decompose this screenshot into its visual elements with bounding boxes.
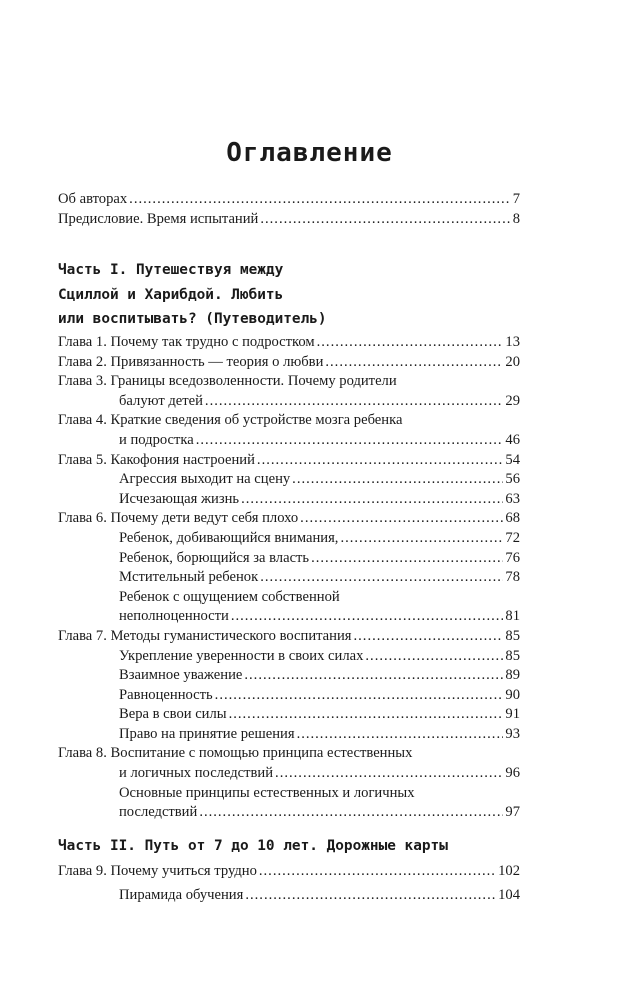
dot-leader <box>365 647 503 667</box>
entry-page: 85 <box>505 627 520 644</box>
entry-title: Глава 3. Границы вседозволенности. Почему родители <box>58 373 397 390</box>
entry-page: 81 <box>505 608 520 625</box>
dot-leader <box>129 190 511 210</box>
dot-leader <box>257 451 503 471</box>
toc-subentry-continuation <box>58 607 520 627</box>
entry-title: Равноценность <box>119 686 213 703</box>
dot-leader <box>297 725 504 745</box>
entry-title: Глава 8. Воспитание с помощью принципа естественных <box>58 745 413 762</box>
toc-subentry <box>58 470 520 490</box>
entry-title: Укрепление уверенности в своих силах <box>119 647 364 664</box>
toc-subentry <box>58 886 520 906</box>
entry-page: 78 <box>505 569 520 586</box>
dot-leader <box>215 686 504 706</box>
dot-leader <box>354 627 504 647</box>
toc-subentry <box>58 490 520 510</box>
entry-title: Мстительный ребенок <box>119 569 259 586</box>
entry-title: балуют детей <box>119 392 203 409</box>
dot-leader <box>205 392 503 412</box>
entry-title: Глава 9. Почему учиться трудно <box>58 863 257 879</box>
entry-title: и логичных последствий <box>119 765 274 782</box>
dot-leader <box>292 470 503 490</box>
toc-entry <box>58 353 520 373</box>
entry-page: 96 <box>505 765 520 782</box>
entry-page: 8 <box>512 210 520 227</box>
dot-leader <box>260 568 503 588</box>
part-1-entries <box>58 333 520 823</box>
entry-title: Глава 2. Привязанность — теория о любви <box>58 353 324 370</box>
entry-title: Исчезающая жизнь <box>119 490 240 507</box>
dot-leader <box>275 764 503 784</box>
entry-title: Агрессия выходит на сцену <box>119 471 291 488</box>
entry-page: 97 <box>505 804 520 821</box>
part-2-subentries <box>58 886 520 906</box>
dot-leader <box>245 886 496 906</box>
entry-title: Ребенок с ощущением собственной <box>119 588 340 605</box>
entry-title: Предисловие. Время испытаний <box>58 210 259 227</box>
entry-page: 54 <box>505 451 520 468</box>
entry-page: 20 <box>505 353 520 370</box>
toc-entry <box>58 210 520 230</box>
part-2-heading <box>58 834 520 859</box>
page-title: Оглавление <box>226 138 393 168</box>
dot-leader <box>196 431 504 451</box>
toc-entry <box>58 333 520 353</box>
entry-title: Глава 5. Какофония настроений <box>58 451 255 468</box>
toc-subentry-continuation <box>58 803 520 823</box>
dot-leader <box>241 490 503 510</box>
entry-title: Глава 6. Почему дети ведут себя плохо <box>58 510 299 527</box>
entry-page: 13 <box>505 334 520 350</box>
toc-entry <box>58 627 520 647</box>
entry-page: 56 <box>505 471 520 488</box>
dot-leader <box>229 705 504 725</box>
dot-leader <box>244 666 503 686</box>
entry-title: неполноценности <box>119 608 229 625</box>
dot-leader <box>260 210 510 230</box>
toc-subentry <box>58 686 520 706</box>
toc-entry-continuation <box>58 431 520 451</box>
dot-leader <box>325 353 503 373</box>
toc-subentry <box>58 549 520 569</box>
toc-entry <box>58 190 520 210</box>
entry-title: Ребенок, борющийся за власть <box>119 549 310 566</box>
part-2-entries <box>58 862 520 882</box>
entry-title: Ребенок, добивающийся внимания, <box>119 529 339 546</box>
entry-page: 7 <box>512 191 520 207</box>
entry-page: 89 <box>505 667 520 684</box>
entry-title: Глава 4. Краткие сведения об устройстве мозга ребенка <box>58 412 403 429</box>
entry-page: 63 <box>505 490 520 507</box>
toc-subentry <box>58 568 520 588</box>
entry-page: 68 <box>505 510 520 527</box>
dot-leader <box>259 862 496 882</box>
toc-entry <box>58 862 520 882</box>
dot-leader <box>340 529 503 549</box>
dot-leader <box>199 803 503 823</box>
entry-page: 46 <box>505 431 520 448</box>
entry-title: последствий <box>119 804 198 821</box>
toc-entry-continuation <box>58 392 520 412</box>
toc-entry <box>58 509 520 529</box>
entry-page: 104 <box>498 887 520 903</box>
toc-subentry <box>58 725 520 745</box>
toc-entry <box>58 411 520 431</box>
toc-subentry <box>58 588 520 608</box>
toc-subentry <box>58 647 520 667</box>
part-heading-line: Сциллой и Харибдой. Любить <box>58 286 284 303</box>
entry-title: Вера в свои силы <box>119 706 227 723</box>
entry-page: 72 <box>505 529 520 546</box>
entry-page: 91 <box>505 706 520 723</box>
toc-entry <box>58 451 520 471</box>
entry-page: 29 <box>505 392 520 409</box>
dot-leader <box>231 607 504 627</box>
dot-leader <box>311 549 503 569</box>
toc-subentry <box>58 784 520 804</box>
toc-subentry <box>58 529 520 549</box>
toc-entry-continuation <box>58 764 520 784</box>
entry-title: Основные принципы естественных и логичных <box>119 784 415 801</box>
part-heading-line: Часть I. Путешествуя между <box>58 262 284 278</box>
front-matter <box>58 190 520 229</box>
entry-title: Об авторах <box>58 191 128 207</box>
entry-page: 85 <box>505 647 520 664</box>
entry-title: Пирамида обучения <box>119 887 244 903</box>
dot-leader <box>300 509 503 529</box>
entry-page: 76 <box>505 549 520 566</box>
toc-entry <box>58 744 520 764</box>
toc-subentry <box>58 666 520 686</box>
toc-subentry <box>58 705 520 725</box>
dot-leader <box>317 333 504 353</box>
toc-entry <box>58 372 520 392</box>
entry-page: 90 <box>505 686 520 703</box>
entry-title: Глава 7. Методы гуманистического воспитания <box>58 627 352 644</box>
entry-page: 93 <box>505 725 520 742</box>
part-heading-line: или воспитывать? (Путеводитель) <box>58 311 327 327</box>
entry-page: 102 <box>498 863 520 879</box>
entry-title: и подростка <box>119 431 194 448</box>
entry-title: Право на принятие решения <box>119 725 295 742</box>
entry-title: Взаимное уважение <box>119 667 243 684</box>
part-1-heading <box>58 258 520 332</box>
entry-title: Глава 1. Почему так трудно с подростком <box>58 334 315 350</box>
part-heading-line: Часть II. Путь от 7 до 10 лет. Дорожные карты <box>58 838 448 854</box>
